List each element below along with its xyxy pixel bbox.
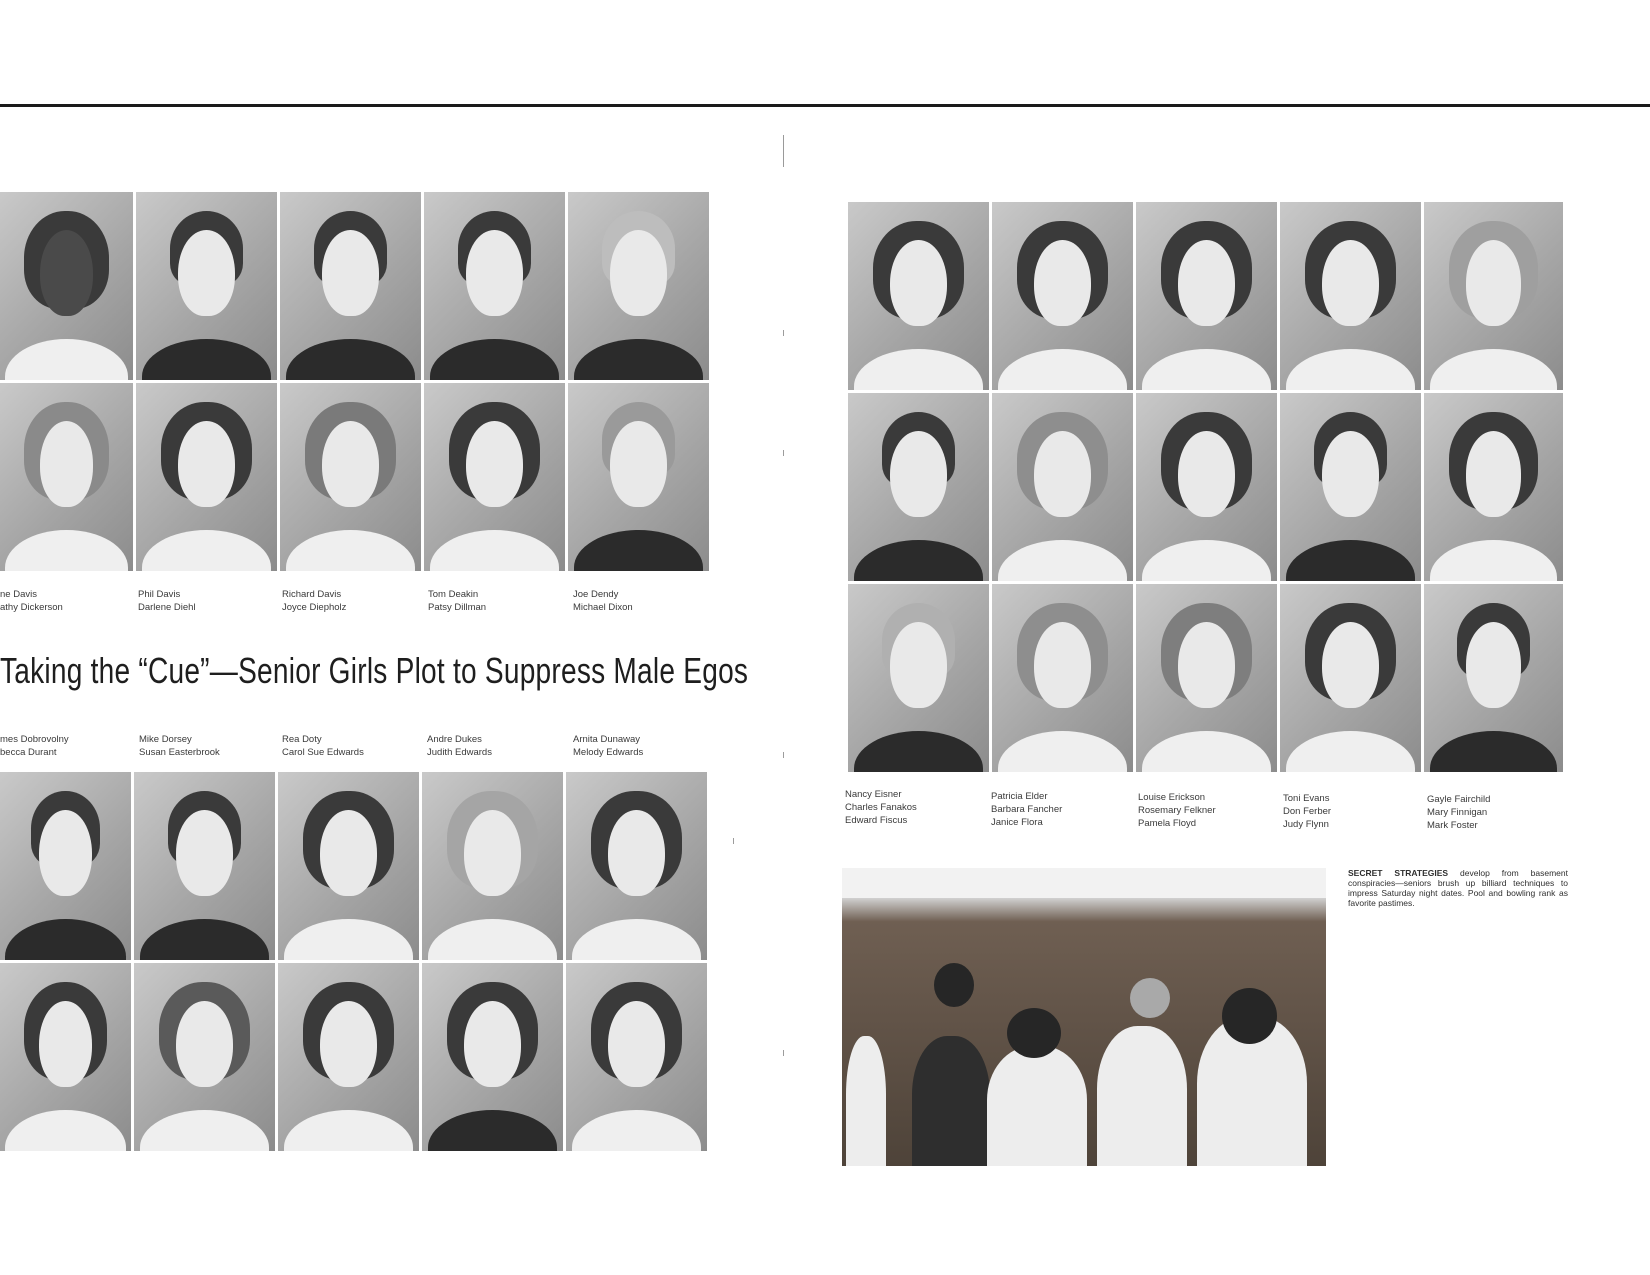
portrait xyxy=(1280,393,1421,581)
name-line: Joyce Diepholz xyxy=(282,602,347,613)
portrait xyxy=(424,192,565,380)
name-line: Susan Easterbrook xyxy=(139,747,220,758)
name-line: ne Davis xyxy=(0,589,37,600)
portrait xyxy=(848,202,989,390)
portrait xyxy=(280,383,421,571)
name-caption xyxy=(991,790,1062,829)
portrait xyxy=(566,772,707,960)
name-caption xyxy=(428,588,486,614)
photo-figure xyxy=(1007,1008,1061,1058)
portrait xyxy=(1424,584,1563,772)
photo-figure xyxy=(1222,988,1277,1044)
name-line: Darlene Diehl xyxy=(138,602,196,613)
portrait xyxy=(278,772,419,960)
portrait xyxy=(0,772,131,960)
portrait xyxy=(136,192,277,380)
portrait xyxy=(424,383,565,571)
name-line: Louise Erickson xyxy=(1138,792,1206,803)
portrait xyxy=(278,963,419,1151)
name-line: Patricia Elder xyxy=(991,791,1048,802)
portrait xyxy=(848,584,989,772)
portrait xyxy=(1136,393,1277,581)
caption-lead: SECRET STRATEGIES xyxy=(1348,868,1449,878)
page-spine-mark xyxy=(783,135,784,167)
portrait xyxy=(0,192,133,380)
page-headline: Taking the “Cue”—Senior Girls Plot to Suppress Male Egos xyxy=(0,650,749,691)
name-caption xyxy=(1138,791,1216,830)
name-line: Carol Sue Edwards xyxy=(282,747,364,758)
name-caption xyxy=(845,788,917,827)
portrait xyxy=(566,963,707,1151)
page-top-rule-right xyxy=(780,104,1650,107)
name-line: Judy Flynn xyxy=(1283,819,1329,830)
name-line: Mark Foster xyxy=(1427,820,1478,831)
name-caption xyxy=(1427,793,1490,832)
photo-figure xyxy=(912,1036,990,1166)
name-line: athy Dickerson xyxy=(0,602,63,613)
name-line: Mary Finnigan xyxy=(1427,807,1488,818)
name-line: Toni Evans xyxy=(1283,793,1330,804)
portrait xyxy=(1280,202,1421,390)
caption-body: develop from basement conspiracies—seniors brush up billiard techniques to impress Saturday night dates. Pool and bowling rank as favorite pastimes. xyxy=(1348,868,1568,908)
name-caption xyxy=(427,733,492,759)
portrait xyxy=(0,963,131,1151)
page-top-rule-left xyxy=(0,104,780,107)
portrait xyxy=(992,202,1133,390)
name-line: Don Ferber xyxy=(1283,806,1332,817)
scan-mark xyxy=(783,1050,784,1056)
name-line: Nancy Eisner xyxy=(845,789,902,800)
portrait xyxy=(848,393,989,581)
name-line: Janice Flora xyxy=(991,817,1043,828)
photo-figure xyxy=(934,963,974,1007)
name-caption xyxy=(282,588,346,614)
name-caption xyxy=(1283,792,1331,831)
portrait xyxy=(1424,202,1563,390)
scan-mark xyxy=(733,838,734,844)
photo-ceiling xyxy=(842,868,1326,898)
portrait xyxy=(134,963,275,1151)
name-line: mes Dobrovolny xyxy=(0,734,69,745)
portrait xyxy=(992,393,1133,581)
portrait xyxy=(568,192,709,380)
candid-billiards-photo xyxy=(842,868,1326,1166)
name-line: Edward Fiscus xyxy=(845,815,908,826)
name-line: Gayle Fairchild xyxy=(1427,794,1491,805)
photo-figure xyxy=(1097,1026,1187,1166)
photo-caption xyxy=(1348,868,1568,908)
name-caption xyxy=(573,733,643,759)
name-line: Charles Fanakos xyxy=(845,802,917,813)
portrait xyxy=(1136,202,1277,390)
right-portrait-grid xyxy=(848,202,1563,772)
name-line: Richard Davis xyxy=(282,589,342,600)
name-caption xyxy=(0,733,69,759)
name-line: Michael Dixon xyxy=(573,602,633,613)
name-line: Arnita Dunaway xyxy=(573,734,641,745)
scan-mark xyxy=(783,330,784,336)
name-line: becca Durant xyxy=(0,747,57,758)
portrait xyxy=(422,963,563,1151)
name-caption xyxy=(138,588,196,614)
scan-mark xyxy=(783,450,784,456)
portrait xyxy=(992,584,1133,772)
name-line: Mike Dorsey xyxy=(139,734,192,745)
portrait xyxy=(1424,393,1563,581)
portrait xyxy=(422,772,563,960)
name-line: Patsy Dillman xyxy=(428,602,487,613)
portrait xyxy=(280,192,421,380)
portrait xyxy=(0,383,133,571)
left-bottom-portrait-grid xyxy=(0,772,707,1151)
name-caption xyxy=(282,733,364,759)
name-line: Andre Dukes xyxy=(427,734,482,745)
scan-mark xyxy=(783,752,784,758)
name-line: Tom Deakin xyxy=(428,589,479,600)
photo-figure xyxy=(1130,978,1170,1018)
photo-figure xyxy=(846,1036,886,1166)
portrait xyxy=(568,383,709,571)
name-line: Barbara Fancher xyxy=(991,804,1063,815)
name-line: Melody Edwards xyxy=(573,747,644,758)
portrait xyxy=(1280,584,1421,772)
name-line: Judith Edwards xyxy=(427,747,492,758)
portrait xyxy=(134,772,275,960)
name-line: Phil Davis xyxy=(138,589,181,600)
name-line: Rosemary Felkner xyxy=(1138,805,1216,816)
name-line: Joe Dendy xyxy=(573,589,619,600)
name-caption xyxy=(139,733,220,759)
portrait xyxy=(136,383,277,571)
name-caption xyxy=(573,588,633,614)
name-caption xyxy=(0,588,63,614)
portrait xyxy=(1136,584,1277,772)
left-top-portrait-grid xyxy=(0,192,709,571)
name-line: Pamela Floyd xyxy=(1138,818,1197,829)
photo-figure xyxy=(987,1046,1087,1166)
name-line: Rea Doty xyxy=(282,734,322,745)
